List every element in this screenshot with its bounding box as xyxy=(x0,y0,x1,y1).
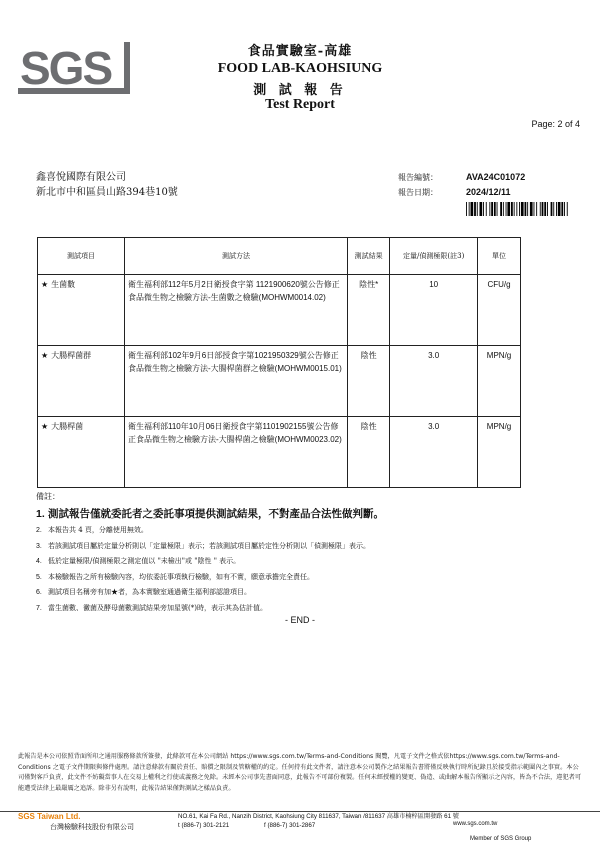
report-title-cn: 測 試 報 告 xyxy=(253,83,347,98)
note-item: 1. 測試報告僅就委託者之委託事項提供測試結果，不對產品合法性做判斷。 xyxy=(36,508,384,520)
cell-method: 衛生福利部112年5月2日衛授食字第 1121900620號公告修正食品微生物之檢驗方法-生菌數之檢驗(MOHWM0014.02) xyxy=(125,275,348,346)
report-number-label: 報告編號： xyxy=(398,173,438,182)
page-number: Page: 2 of 4 xyxy=(531,119,580,129)
header-result: 測試結果 xyxy=(348,238,390,275)
accredited-star-icon: ★ xyxy=(41,280,49,289)
accredited-star-icon: ★ xyxy=(41,351,49,360)
notes-title: 備註： xyxy=(36,492,60,501)
svg-text:SGS: SGS xyxy=(20,42,112,94)
footer-address: NO.61, Kai Fa Rd., Nanzih District, Kaohsiung City 811637, Taiwan /811637 高雄市楠梓區開發路 61 號 xyxy=(178,813,459,820)
cell-limit: 3.0 xyxy=(390,346,478,417)
note-item: 2. 本報告共 4 頁，分離使用無效。 xyxy=(36,526,148,534)
cell-method: 衛生福利部110年10月06日衛授食字第1101902155號公告修正食品微生物之檢驗方法-大腸桿菌之檢驗(MOHWM0023.02) xyxy=(125,417,348,488)
footer-brand-cn: 台灣檢驗科技股份有限公司 xyxy=(50,823,134,831)
report-date: 2024/12/11 xyxy=(466,187,511,197)
report-date-label: 報告日期： xyxy=(398,188,438,197)
cell-unit: MPN/g xyxy=(478,346,521,417)
cell-result: 陰性 xyxy=(348,346,390,417)
header-unit: 單位 xyxy=(478,238,521,275)
item-name: 大腸桿菌群 xyxy=(51,351,92,360)
legal-disclaimer: 此報告是本公司依照背面所印之通用服務條款所簽發，此條款可在本公司網站 https://www.sgs.com.tw/Terms-and-Conditions 閱覽，凡電子文件之格式依https://www.sgs.com.tw/Terms-and-Conditions 之電子文件期限與條件處理。請注意條款有關於責任、賠償之限制及管轄權的約定。任何持有此文件者，請注意本公司製作之結果報告書將僅反映執行時所紀錄且於接受指示範圍內之事實。本公司僅對客戶負責，此文件不妨礙當事人在交易上權利之行使或義務之免除。未經本公司事先書面同意，此報告不可部份複製。任何未經授權的變更、偽造、或曲解本報告所顯示之內容，皆為不合法，違犯者可能遭受法律上最嚴厲之追訴。除非另有說明，此報告結果僅對測試之樣品負責。 xyxy=(18,753,582,792)
footer-phone: t (886-7) 301-2121 xyxy=(178,822,230,829)
note-item: 6. 測試項目名稱旁有加★者，為本實驗室通過衛生福利部認證項目。 xyxy=(36,588,251,596)
item-name: 大腸桿菌 xyxy=(51,422,84,431)
note-item: 4. 低於定量極限/偵測極限之測定值以 "未檢出"或 "陰性 " 表示。 xyxy=(36,557,241,565)
cell-item xyxy=(38,275,125,346)
cell-item xyxy=(38,346,125,417)
item-name: 生菌數 xyxy=(51,280,76,289)
report-number: AVA24C01072 xyxy=(466,172,526,182)
footer-brand: SGS Taiwan Ltd. xyxy=(18,812,81,821)
footer-fax: f (886-7) 301-2867 xyxy=(264,822,316,829)
cell-item xyxy=(38,417,125,488)
lab-name-en: FOOD LAB-KAOHSIUNG xyxy=(217,61,383,76)
lab-name-cn: 食品實驗室-高雄 xyxy=(247,44,353,59)
note-item: 3. 若該測試項目屬於定量分析則以「定量極限」表示；若該測試項目屬於定性分析則以「偵測極限」表示。 xyxy=(36,541,370,550)
header-item: 測試項目 xyxy=(38,238,125,275)
cell-unit: CFU/g xyxy=(478,275,521,346)
cell-unit: MPN/g xyxy=(478,417,521,488)
table-row xyxy=(38,346,521,417)
client-address: 新北市中和區員山路394巷10號 xyxy=(36,187,178,198)
accredited-star-icon: ★ xyxy=(41,422,49,431)
cell-result: 陰性 xyxy=(348,417,390,488)
results-table xyxy=(37,237,521,488)
client-name: 鑫喜悅國際有限公司 xyxy=(36,172,126,183)
footer-address-block xyxy=(178,812,459,830)
table-header-row xyxy=(38,238,521,275)
footer-website: www.sgs.com.tw xyxy=(453,821,498,827)
cell-limit: 10 xyxy=(390,275,478,346)
barcode-icon xyxy=(466,202,568,216)
header-method: 測試方法 xyxy=(125,238,348,275)
cell-limit: 3.0 xyxy=(390,417,478,488)
cell-result: 陰性* xyxy=(348,275,390,346)
notes-list xyxy=(36,505,576,616)
end-marker: - END - xyxy=(285,615,315,625)
table-row xyxy=(38,275,521,346)
cell-method: 衛生福利部102年9月6日部授食字第1021950329號公告修正食品微生物之檢驗方法-大腸桿菌群之檢驗(MOHWM0015.01) xyxy=(125,346,348,417)
report-meta xyxy=(398,170,525,200)
header-limit: 定量/偵測極限(註3) xyxy=(390,238,478,275)
table-row xyxy=(38,417,521,488)
client-block xyxy=(36,170,178,200)
note-item: 7. 當生菌數、黴菌及酵母菌數測試結果旁加星號(*)時，表示其為估計值。 xyxy=(36,603,267,612)
note-item: 5. 本檢驗報告之所有檢驗內容，均依委託事項執行檢驗，如有不實，願意承擔完全責任。 xyxy=(36,572,314,581)
footer-member: Member of SGS Group xyxy=(470,836,532,842)
report-title-en: Test Report xyxy=(265,97,335,112)
